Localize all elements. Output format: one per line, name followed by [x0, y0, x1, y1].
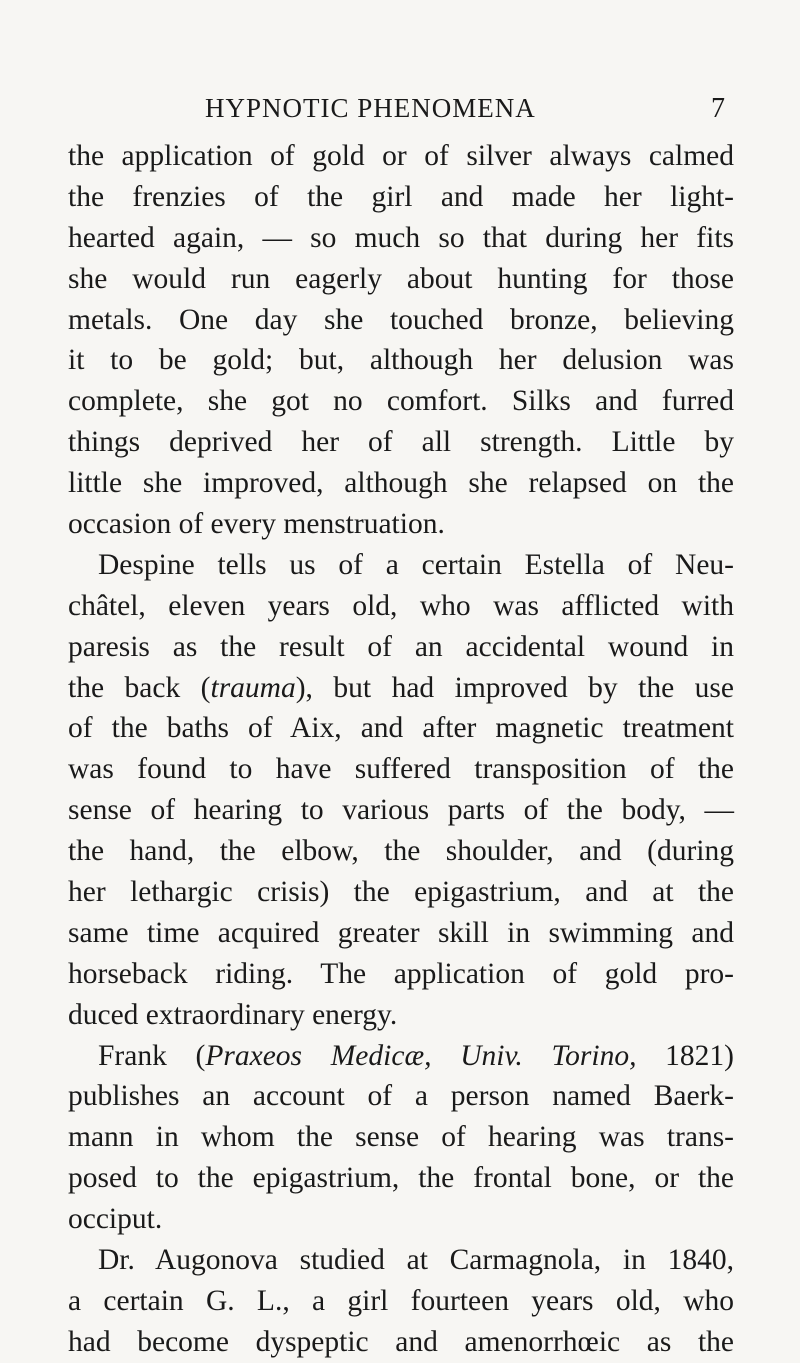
text-line: a certain G. L., a girl fourteen years old, who	[68, 1284, 734, 1317]
text-line: was found to have suffered transposition of the	[68, 753, 734, 786]
running-title: HYPNOTIC PHENOMENA	[205, 93, 536, 123]
text-line: had become dyspeptic and amenorrhœic as the	[68, 1325, 734, 1358]
text-line: Dr. Augonova studied at Carmagnola, in 1840,	[98, 1244, 734, 1277]
text-line: complete, she got no comfort. Silks and furred	[68, 385, 734, 418]
text-line: the back (trauma), but had improved by the use	[68, 671, 734, 704]
text-line: Despine tells us of a certain Estella of Neu-	[98, 548, 734, 581]
text-line: she would run eagerly about hunting for those	[68, 262, 734, 295]
text-line: occiput.	[68, 1203, 163, 1236]
text-line: little she improved, although she relapsed on the	[68, 467, 734, 500]
italic-term: trauma	[210, 671, 296, 704]
text-line: duced extraordinary energy.	[68, 998, 398, 1031]
text-line: posed to the epigastrium, the frontal bone, or the	[68, 1162, 734, 1195]
text-line: the frenzies of the girl and made her light-	[68, 180, 734, 213]
text-line: the application of gold or of silver always calmed	[68, 140, 734, 172]
text-line: things deprived her of all strength. Little by	[68, 426, 734, 459]
text-line: paresis as the result of an accidental wound in	[68, 630, 734, 663]
text-line: châtel, eleven years old, who was afflicted with	[68, 589, 734, 622]
text-line: of the baths of Aix, and after magnetic treatment	[68, 712, 734, 745]
text-line: the hand, the elbow, the shoulder, and (during	[68, 835, 734, 868]
text-line: metals. One day she touched bronze, believing	[68, 303, 734, 336]
text-line: horseback riding. The application of gold pro-	[68, 957, 734, 990]
text-line: mann in whom the sense of hearing was trans-	[68, 1121, 734, 1154]
text-line: sense of hearing to various parts of the body, —	[68, 794, 734, 827]
body-text	[68, 136, 734, 1363]
text-line: Frank (Praxeos Medicæ, Univ. Torino, 1821)	[98, 1039, 734, 1072]
text-line: it to be gold; but, although her delusion was	[68, 344, 734, 377]
text-line: her lethargic crisis) the epigastrium, and at the	[68, 876, 734, 909]
text-line: same time acquired greater skill in swimming and	[68, 916, 734, 949]
text-line: hearted again, — so much so that during her fits	[68, 221, 734, 254]
running-head	[70, 93, 730, 133]
text-line: occasion of every menstruation.	[68, 508, 445, 541]
page-number: 7	[711, 93, 725, 124]
text-line: publishes an account of a person named Baerk-	[68, 1080, 734, 1113]
italic-citation: Praxeos Medicæ, Univ. Torino,	[205, 1039, 637, 1072]
